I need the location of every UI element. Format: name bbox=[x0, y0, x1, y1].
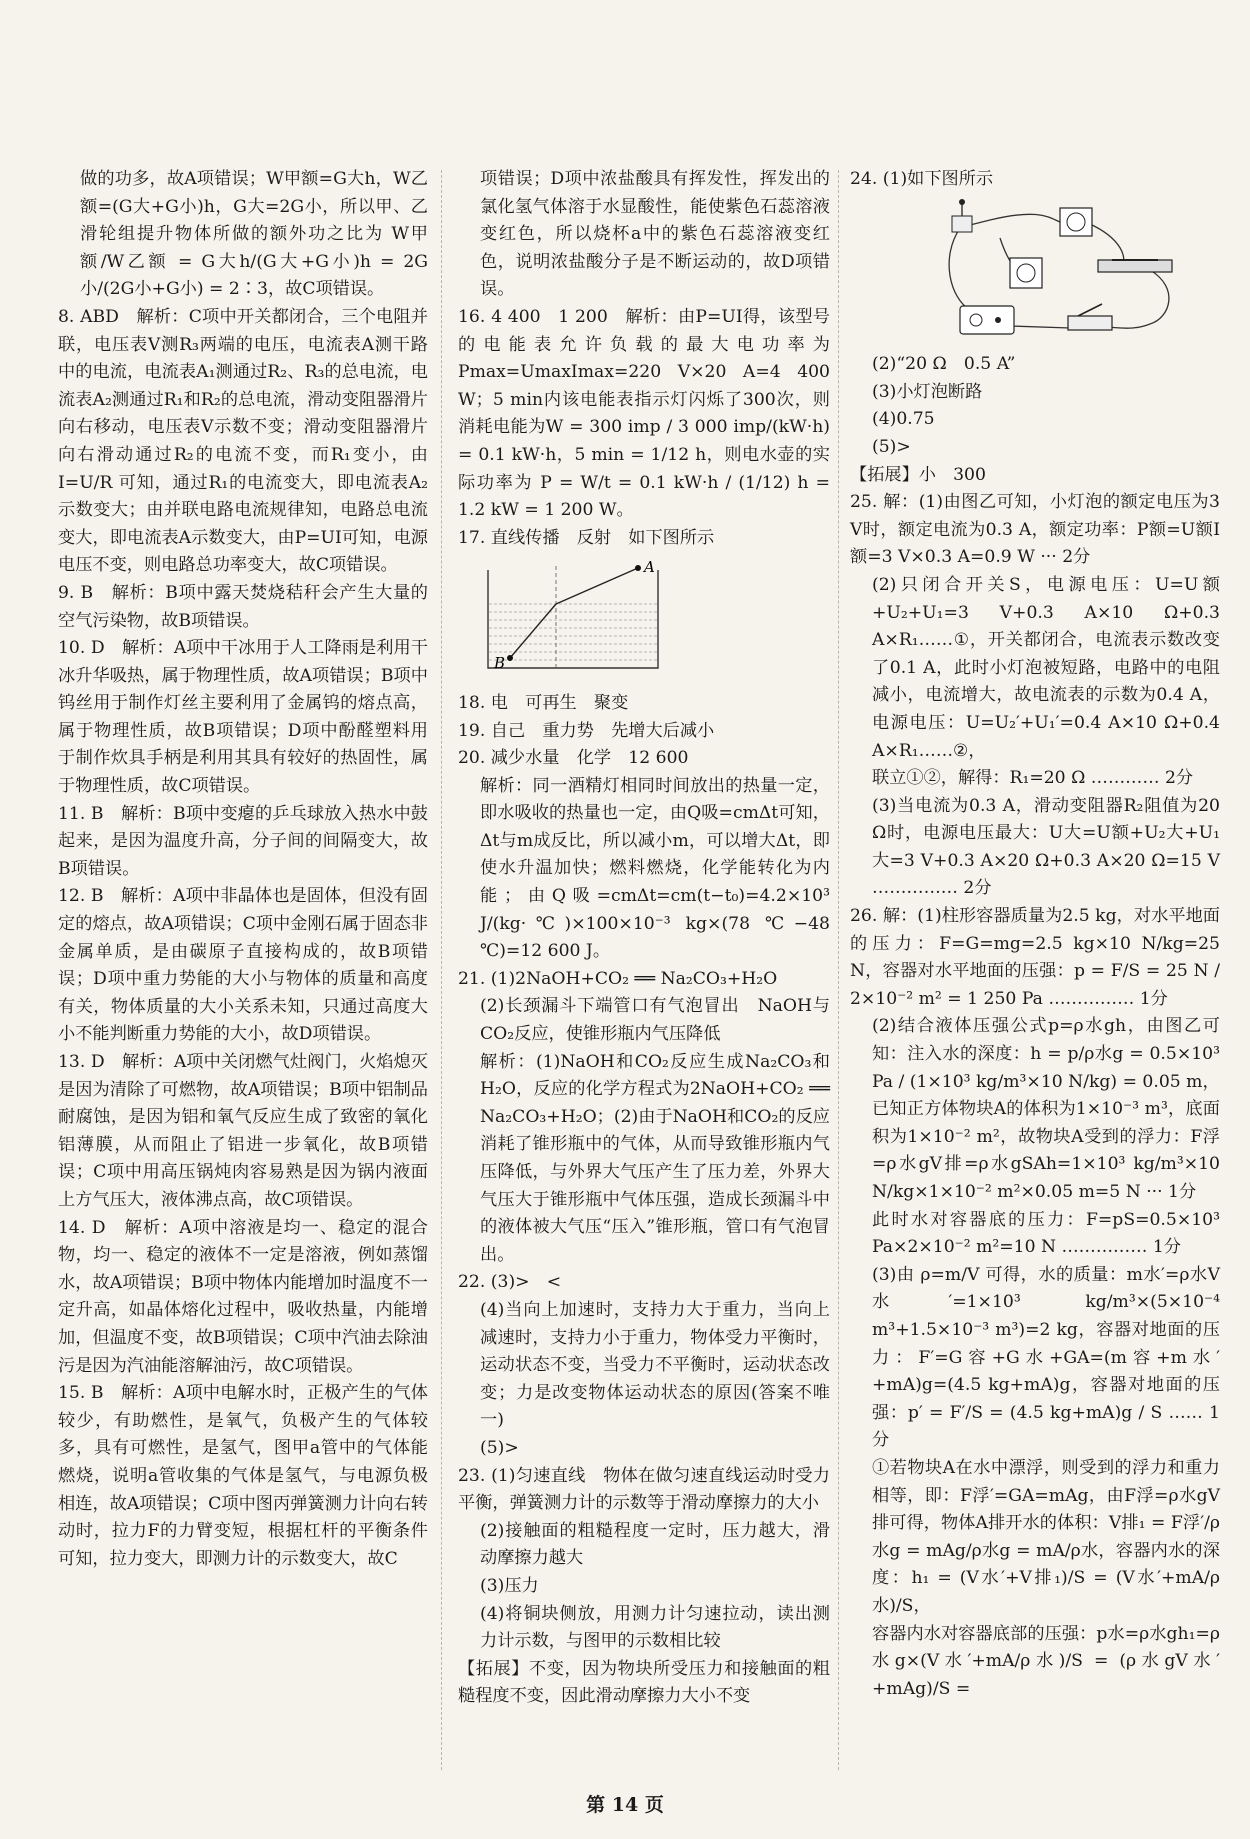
answer-26-3: (3)由 ρ=m/V 可得，水的质量：m水′=ρ水V水′=1×10³ kg/m³×(5×10⁻⁴ m³+1.5×10⁻³ m³)=2 kg，容器对地面的压力：F′=G容+G水+GA=(m容+m水′+mA)g=(4.5 kg+mA)g，容器对地面的压强：p′ = F′/S = (4.5 kg+mA)g / S …… 1分 bbox=[872, 1264, 1220, 1451]
answer-12: 12. B 解析：A项中非晶体也是固体，但没有固定的熔点，故A项错误；C项中金刚石属于固态非金属单质，是由碳原子直接构成的，故B项错误；D项中重力势能的大小与物体的质量和高度有关，物体质量的大小关系未知，只通过高度大小不能判断重力势能的大小，故D项错误。 bbox=[58, 886, 428, 1045]
answer-26-1: 26. 解：(1)柱形容器质量为2.5 kg，对水平地面的压力：F=G=mg=2.5 kg×10 N/kg=25 N，容器对水平地面的压强：p = F/S = 25 N / 2×10⁻² m² = 1 250 Pa …………… 1分 bbox=[850, 906, 1220, 1009]
answer-25-1: 25. 解：(1)由图乙可知，小灯泡的额定电压为3 V时，额定电流为0.3 A，额定功率：P额=U额I额=3 V×0.3 A=0.9 W ··· 2分 bbox=[850, 492, 1220, 568]
answer-23-3: (3)压力 bbox=[480, 1575, 539, 1596]
answer-23-2: (2)接触面的粗糙程度一定时，压力越大，滑动摩擦力越大 bbox=[480, 1520, 830, 1569]
column-divider-2 bbox=[838, 170, 839, 1770]
answer-9: 9. B 解析：B项中露天焚烧秸秆会产生大量的空气污染物，故B项错误。 bbox=[58, 582, 428, 631]
answer-24-extension: 【拓展】小 300 bbox=[850, 464, 986, 485]
answer-23-1: 23. (1)匀速直线 物体在做匀速直线运动时受力平衡，弹簧测力计的示数等于滑动摩擦力的大小 bbox=[458, 1465, 830, 1514]
answer-22-4: (4)当向上加速时，支持力大于重力，当向上减速时，支持力小于重力，物体受力平衡时，运动状态不变，当受力不平衡时，运动状态改变；力是改变物体运动状态的原因(答案不唯一) bbox=[480, 1299, 830, 1431]
answer-10: 10. D 解析：A项中干冰用于人工降雨是利用干冰升华吸热，属于物理性质，故A项错误；B项中钨丝用于制作灯丝主要利用了金属钨的熔点高，属于物理性质，故B项错误；D项中酚醛塑料用于制作炊具手柄是利用其具有较好的热固性，属于物理性质，故C项错误。 bbox=[58, 638, 428, 797]
page-number: 第 14 页 bbox=[586, 1794, 664, 1816]
answer-24-2: (2)“20 Ω 0.5 A” bbox=[872, 354, 1016, 375]
answer-23-extension: 【拓展】不变，因为物块所受压力和接触面的粗糙程度不变，因此滑动摩擦力大小不变 bbox=[458, 1658, 830, 1707]
light-refraction-figure bbox=[458, 556, 830, 686]
answer-15: 15. B 解析：A项中电解水时，正极产生的气体较少，有助燃性，是氧气，负极产生的气体较多，具有可燃性，是氢气，图甲a管中的气体能燃烧，说明a管收集的气体是氢气，与电源负极相连，故A项错误；C项中图丙弹簧测力计向右转动时，拉力F的力臂变短，根据杠杆的平衡条件可知，拉力变大，即测力计的示数变大，故C bbox=[58, 1383, 428, 1569]
answer-24-4: (4)0.75 bbox=[872, 409, 935, 430]
answer-11: 11. B 解析：B项中变瘪的乒乓球放入热水中鼓起来，是因为温度升高，分子间的间隔变大，故B项错误。 bbox=[58, 803, 428, 879]
point-a-label: A bbox=[644, 558, 655, 577]
answer-20-analysis: 解析：同一酒精灯相同时间放出的热量一定，即水吸收的热量也一定，由Q吸=cmΔt可知，Δt与m成反比，所以减小m，可以增大Δt，即使水升温加快；燃料燃烧，化学能转化为内能；由Q吸=cmΔt=cm(t−t₀)=4.2×10³ J/(kg·℃)×100×10⁻³ kg×(78 ℃−48 ℃)=12 600 J。 bbox=[480, 775, 830, 962]
answer-13: 13. D 解析：A项中关闭燃气灶阀门，火焰熄灭是因为清除了可燃物，故A项错误；B项中铝制品耐腐蚀，是因为铝和氧气反应生成了致密的氧化铝薄膜，从而阻止了铝进一步氧化，故B项错误；C项中用高压锅炖肉容易熟是因为锅内液面上方气压大，液体沸点高，故C项错误。 bbox=[58, 1052, 428, 1210]
answer-26-bottom-pressure: 容器内水对容器底部的压强：p水=ρ水gh₁=ρ水g×(V水′+mA/ρ水)/S = (ρ水gV水′+mAg)/S = bbox=[872, 1623, 1220, 1699]
answer-25-3: (3)当电流为0.3 A，滑动变阻器R₂阻值为20 Ω时，电源电压最大：U大=U额+U₂大+U₁大=3 V+0.3 A×20 Ω+0.3 A×20 Ω=15 V …………… 2分 bbox=[872, 795, 1220, 899]
answer-21-analysis: 解析：(1)NaOH和CO₂反应生成Na₂CO₃和H₂O，反应的化学方程式为2NaOH+CO₂ ══ Na₂CO₃+H₂O；(2)由于NaOH和CO₂的反应消耗了锥形瓶中的气体，从而导致锥形瓶内气压降低，与外界大气压产生了压力差，外界大气压大于锥形瓶中气体压强，造成长颈漏斗中的液体被大气压“压入”锥形瓶，管口有气泡冒出。 bbox=[480, 1051, 830, 1265]
answer-26-2: (2)结合液体压强公式p=ρ水gh，由图乙可知：注入水的深度：h = p/ρ水g = 0.5×10³ Pa / (1×10³ kg/m³×10 N/kg) = 0.05 m， bbox=[872, 1016, 1220, 1092]
answer-16: 16. 4 400 1 200 解析：由P=UI得，该型号的电能表允许负载的最大电功率为Pmax=UmaxImax=220 V×20 A=4 400 W；5 min内该电能表指示灯闪烁了300次，则消耗电能为W = 300 imp / 3 000 imp/(kW·h) = 0.1 kW·h，5 min = 1/12 h，则电水壶的实际功率为 P = W/t = 0.1 kW·h / (1/12) h = 1.2 kW = 1 200 W。 bbox=[458, 306, 830, 521]
point-b-label: B bbox=[494, 654, 506, 673]
column-divider-1 bbox=[441, 170, 442, 1770]
answer-26-floating: ①若物块A在水中漂浮，则受到的浮力和重力相等，即：F浮′=GA=mAg，由F浮=ρ水gV排可得，物体A排开水的体积：V排₁ = F浮′/ρ水g = mAg/ρ水g = mA/ρ水，容器内水的深度：h₁ = (V水′+V排₁)/S = (V水′+mA/ρ水)/S， bbox=[872, 1457, 1220, 1616]
left-column bbox=[58, 166, 428, 1573]
answer-8: 8. ABD 解析：C项中开关都闭合，三个电阻并联，电压表V测R₃两端的电压，电流表A测干路中的电流，电流表A₁测通过R₂、R₃的总电流，电流表A₂测通过R₁和R₂的总电流，滑动变阻器滑片向右移动，电压表V示数不变；滑动变阻器滑片向右滑动通过R₂的电流不变，而R₁变小，由 I=U/R 可知，通过R₁的电流变大，即电流表A₂示数变大；由并联电路电流规律知，电路总电流变大，即电流表A示数变大，由P=UI可知，电源电压不变，则电路总功率变大，故C项错误。 bbox=[58, 306, 428, 576]
answer-22-3: 22. (3)> < bbox=[458, 1272, 562, 1293]
answer-26-pressure: 此时水对容器底的压力：F=pS=0.5×10³ Pa×2×10⁻² m²=10 N …………… 1分 bbox=[872, 1209, 1220, 1258]
answer-21-1: 21. (1)2NaOH+CO₂ ══ Na₂CO₃+H₂O bbox=[458, 968, 778, 989]
answer-24-1: 24. (1)如下图所示 bbox=[850, 169, 994, 189]
circuit-diagram bbox=[850, 198, 1220, 348]
answer-19: 19. 自己 重力势 先增大后减小 bbox=[458, 720, 715, 741]
answer-26-buoyancy: 已知正方体物块A的体积为1×10⁻³ m³，底面积为1×10⁻² m²，故物块A受到的浮力：F浮=ρ水gV排=ρ水gSAh=1×10³ kg/m³×10 N/kg×1×10⁻² m²×0.05 m=5 N ··· 1分 bbox=[872, 1099, 1220, 1202]
answer-18: 18. 电 可再生 聚变 bbox=[458, 692, 629, 713]
answer-23-4: (4)将铜块侧放，用测力计匀速拉动，读出测力计示数，与图甲的示数相比较 bbox=[480, 1603, 830, 1652]
answer-25-2: (2)只闭合开关S，电源电压：U=U额+U₂+U₁=3 V+0.3 A×10 Ω+0.3 A×R₁……①，开关都闭合，电流表示数改变了0.1 A，此时小灯泡被短路，电路中的电阻减小，电流增大，故电流表的示数为0.4 A，电源电压：U=U₂′+U₁′=0.4 A×10 Ω+0.4 A×R₁……②， bbox=[872, 574, 1220, 761]
answer-25-combine: 联立①②，解得：R₁=20 Ω ………… 2分 bbox=[872, 768, 1194, 789]
answer-14: 14. D 解析：A项中溶液是均一、稳定的混合物，均一、稳定的液体不一定是溶液，例如蒸馏水，故A项错误；B项中物体内能增加时温度不一定升高，如晶体熔化过程中，吸收热量，内能增加，但温度不变，故B项错误；C项中汽油去除油污是因为汽油能溶解油污，故C项错误。 bbox=[58, 1217, 428, 1376]
answer-17: 17. 直线传播 反射 如下图所示 bbox=[458, 527, 715, 548]
answer-20: 20. 减少水量 化学 12 600 bbox=[458, 748, 689, 769]
answer-7-continued: 做的功多，故A项错误；W甲额=G大h，W乙额=(G大+G小)h，G大=2G小，所以甲、乙滑轮组提升物体所做的额外功之比为 W甲额/W乙额 = G大h/(G大+G小)h = 2G小/(2G小+G小) = 2∶3，故C项错误。 bbox=[80, 169, 428, 300]
answer-22-5: (5)> bbox=[480, 1437, 519, 1458]
middle-column bbox=[458, 166, 830, 1711]
right-column bbox=[850, 166, 1220, 1703]
answer-24-5: (5)> bbox=[872, 436, 911, 457]
answer-24-3: (3)小灯泡断路 bbox=[872, 381, 983, 402]
answer-15-continued: 项错误；D项中浓盐酸具有挥发性，挥发出的氯化氢气体溶于水显酸性，能使紫色石蕊溶液变红色，所以烧杯a中的紫色石蕊溶液变红色，说明浓盐酸分子是不断运动的，故D项错误。 bbox=[480, 169, 830, 300]
answer-21-2: (2)长颈漏斗下端管口有气泡冒出 NaOH与CO₂反应，使锥形瓶内气压降低 bbox=[480, 996, 830, 1045]
